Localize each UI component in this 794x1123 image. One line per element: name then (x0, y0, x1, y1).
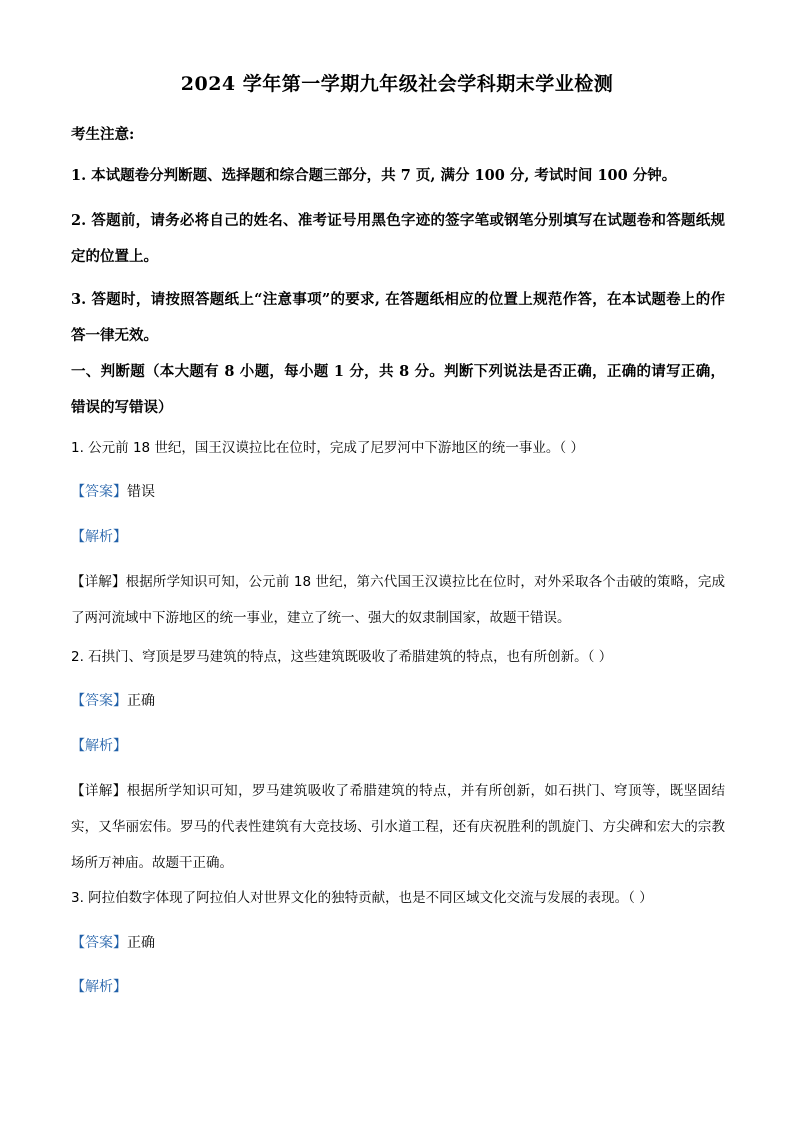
question-3-text: 3. 阿拉伯数字体现了阿拉伯人对世界文化的独特贡献，也是不同区域文化交流与发展的表现。（ ） (71, 890, 653, 906)
answer-label: 【答案】 (71, 484, 127, 500)
notice-item-2: 2. 答题前，请务必将自己的姓名、准考证号用黑色字迹的签字笔或钢笔分别填写在试题卷和答题纸规定的位置上。 (71, 212, 725, 265)
question-1-answer (71, 474, 725, 510)
answer-value: 正确 (127, 935, 155, 951)
notice-item-1: 1. 本试题卷分判断题、选择题和综合题三部分，共 7 页, 满分 100 分, 考试时间 100 分钟。 (71, 167, 677, 184)
detail-text: 根据所学知识可知，公元前 18 世纪，第六代国王汉谟拉比在位时，对外采取各个击破的策略，完成了两河流域中下游地区的统一事业，建立了统一、强大的奴隶制国家，故题干错误。 (71, 574, 726, 626)
detail-text: 根据所学知识可知，罗马建筑吸收了希腊建筑的特点，并有所创新，如石拱门、穹顶等，既坚固结实，又华丽宏伟。罗马的代表性建筑有大竞技场、引水道工程，还有庆祝胜利的凯旋门、方尖碑和宏大的宗教场所万神庙。故题干正确。 (71, 783, 726, 871)
question-3-analysis-label: 【解析】 (71, 979, 127, 995)
section-heading: 一、判断题（本大题有 8 小题，每小题 1 分，共 8 分。判断下列说法是否正确，正确的请写正确，错误的写错误） (71, 363, 725, 416)
question-1-analysis-label: 【解析】 (71, 529, 127, 545)
detail-label: 【详解】 (71, 574, 126, 590)
answer-label: 【答案】 (71, 935, 127, 951)
question-3-answer (71, 925, 725, 961)
answer-value: 错误 (127, 484, 155, 500)
question-2-detail (71, 773, 725, 881)
question-1-text: 1. 公元前 18 世纪，国王汉谟拉比在位时，完成了尼罗河中下游地区的统一事业。（ ） (71, 440, 584, 456)
question-2-analysis-label: 【解析】 (71, 738, 127, 754)
question-2-answer (71, 683, 725, 719)
notice-heading: 考生注意: (71, 126, 135, 143)
answer-label: 【答案】 (71, 693, 127, 709)
page-title: 2024 学年第一学期九年级社会学科期末学业检测 (180, 73, 614, 95)
question-2-text: 2. 石拱门、穹顶是罗马建筑的特点，这些建筑既吸收了希腊建筑的特点，也有所创新。（ ） (71, 649, 613, 665)
question-1-detail (71, 564, 725, 636)
answer-value: 正确 (127, 693, 155, 709)
detail-label: 【详解】 (71, 783, 127, 799)
notice-item-3: 3. 答题时，请按照答题纸上“注意事项”的要求, 在答题纸相应的位置上规范作答，在本试题卷上的作答一律无效。 (71, 291, 725, 344)
